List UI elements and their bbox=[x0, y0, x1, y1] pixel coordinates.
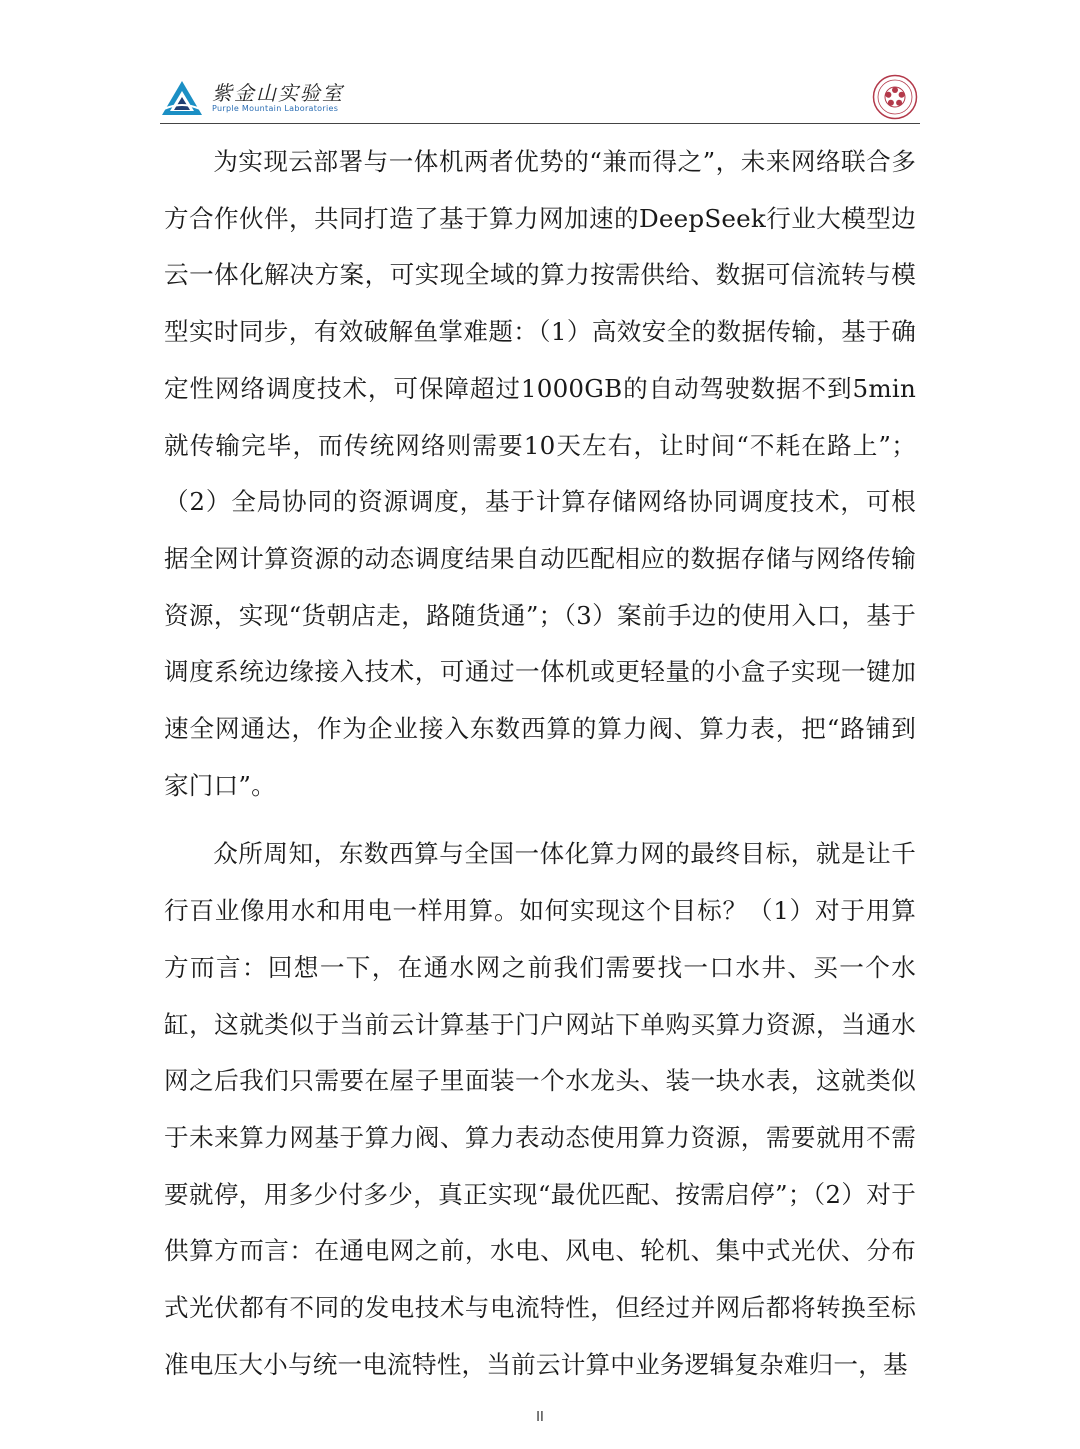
paragraph: 众所周知，东数西算与全国一体化算力网的最终目标，就是让千行百业像用水和用电一样用算。如何实现这个目标？（1）对于用算方而言：回想一下，在通水网之前我们需要找一口水井、买一个水缸，这就类似于当前云计算基于门户网站下单购买算力资源，当通水网之后我们只需要在屋子里面装一个水龙头、装一块水表，这就类似于未来算力网基于算力阀、算力表动态使用算力资源，需要就用不需要就停，用多少付多少，真正实现“最优匹配、按需启停”；（2）对于供算方而言：在通电网之前，水电、风电、轮机、集中式光伏、分布式光伏都有不同的发电技术与电流特性，但经过并网后都将转换至标准电压大小与统一电流特性，当前云计算中业务逻辑复杂难归一，基 bbox=[164, 839, 916, 1379]
body-text bbox=[164, 134, 916, 1405]
header-divider bbox=[160, 123, 920, 124]
triangle-logo-icon bbox=[160, 79, 204, 117]
logo-chinese-name: 紫金山实验室 bbox=[212, 81, 344, 105]
page-header bbox=[160, 70, 920, 126]
logo-english-name: Purple Mountain Laboratories bbox=[212, 104, 339, 113]
lab-logo bbox=[160, 76, 344, 120]
circular-seal-icon bbox=[872, 74, 918, 120]
paragraph: 为实现云部署与一体机两者优势的“兼而得之”，未来网络联合多方合作伙伴，共同打造了基于算力网加速的DeepSeek行业大模型边云一体化解决方案，可实现全域的算力按需供给、数据可信流转与模型实时同步，有效破解鱼掌难题：（1）高效安全的数据传输，基于确定性网络调度技术，可保障超过1000GB的自动驾驶数据不到5min就传输完毕，而传统网络则需要10天左右，让时间“不耗在路上”；（2）全局协同的资源调度，基于计算存储网络协同调度技术，可根据全网计算资源的动态调度结果自动匹配相应的数据存储与网络传输资源，实现“货朝店走，路随货通”；（3）案前手边的使用入口，基于调度系统边缘接入技术，可通过一体机或更轻量的小盒子实现一键加速全网通达，作为企业接入东数西算的算力阀、算力表，把“路铺到家门口”。 bbox=[164, 147, 916, 800]
page-number: II bbox=[536, 1410, 544, 1425]
